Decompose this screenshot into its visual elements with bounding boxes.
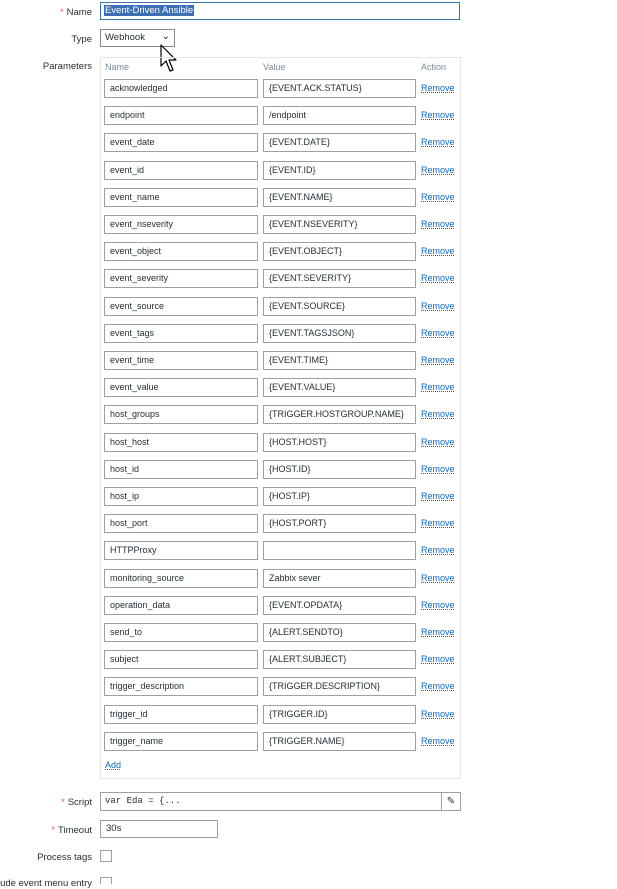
parameter-value-input[interactable]: {EVENT.ID} [263, 161, 416, 180]
add-parameter-link[interactable]: Add [105, 760, 122, 770]
parameter-value-input[interactable]: {HOST.HOST} [263, 433, 416, 452]
type-label: Type [71, 34, 92, 45]
parameter-name-input[interactable]: send_to [104, 623, 258, 642]
menu-entry-checkbox[interactable] [100, 877, 112, 884]
parameter-name-input[interactable]: subject [104, 650, 258, 669]
remove-parameter-link[interactable]: Remove [421, 600, 455, 610]
required-mark: * [51, 825, 56, 836]
remove-parameter-link[interactable]: Remove [421, 573, 455, 583]
parameter-name-input[interactable]: monitoring_source [104, 569, 258, 588]
parameter-value-input[interactable]: Zabbix sever [263, 569, 416, 588]
menu-entry-label: ude event menu entry [0, 878, 92, 889]
parameter-value-input[interactable]: {HOST.ID} [263, 460, 416, 479]
parameter-name-input[interactable]: endpoint [104, 106, 258, 125]
remove-parameter-link[interactable]: Remove [421, 219, 455, 229]
parameter-name-input[interactable]: event_time [104, 351, 258, 370]
parameter-value-input[interactable]: {EVENT.TAGSJSON} [263, 324, 416, 343]
parameter-value-input[interactable]: {EVENT.SOURCE} [263, 297, 416, 316]
parameter-value-input[interactable]: {HOST.IP} [263, 487, 416, 506]
name-input-value: Event-Driven Ansible [105, 5, 194, 16]
parameter-name-input[interactable]: event_severity [104, 269, 258, 288]
process-tags-label: Process tags [37, 852, 92, 863]
parameter-name-input[interactable]: event_name [104, 188, 258, 207]
parameter-value-input[interactable]: {TRIGGER.HOSTGROUP.NAME} [263, 405, 416, 424]
required-mark: * [59, 7, 64, 18]
parameter-name-input[interactable]: event_value [104, 378, 258, 397]
remove-parameter-link[interactable]: Remove [421, 110, 455, 120]
remove-parameter-link[interactable]: Remove [421, 491, 455, 501]
script-value: var Eda = {... [105, 796, 181, 806]
type-select-value: Webhook [105, 32, 145, 43]
parameter-name-input[interactable]: event_object [104, 242, 258, 261]
remove-parameter-link[interactable]: Remove [421, 736, 455, 746]
remove-parameter-link[interactable]: Remove [421, 709, 455, 719]
parameter-value-input[interactable]: {EVENT.ACK.STATUS} [263, 79, 416, 98]
remove-parameter-link[interactable]: Remove [421, 681, 455, 691]
parameter-name-input[interactable]: event_id [104, 161, 258, 180]
parameter-name-input[interactable]: event_nseverity [104, 215, 258, 234]
name-label: * Name [59, 7, 92, 18]
remove-parameter-link[interactable]: Remove [421, 409, 455, 419]
parameter-name-input[interactable]: event_tags [104, 324, 258, 343]
parameter-name-input[interactable]: HTTPProxy [104, 541, 258, 560]
parameter-value-input[interactable]: {HOST.PORT} [263, 514, 416, 533]
remove-parameter-link[interactable]: Remove [421, 654, 455, 664]
parameter-name-input[interactable]: trigger_name [104, 732, 258, 751]
process-tags-checkbox[interactable] [100, 850, 112, 862]
remove-parameter-link[interactable]: Remove [421, 137, 455, 147]
script-field[interactable] [100, 792, 461, 811]
parameter-value-input[interactable]: {ALERT.SUBJECT} [263, 650, 416, 669]
required-mark: * [61, 797, 65, 808]
remove-parameter-link[interactable]: Remove [421, 382, 455, 392]
parameter-name-input[interactable]: trigger_description [104, 677, 258, 696]
parameter-value-input[interactable]: {EVENT.SEVERITY} [263, 269, 416, 288]
remove-parameter-link[interactable]: Remove [421, 273, 455, 283]
remove-parameter-link[interactable]: Remove [421, 545, 455, 555]
column-header-name: Name [105, 62, 130, 72]
parameter-name-input[interactable]: host_host [104, 433, 258, 452]
parameter-name-input[interactable]: operation_data [104, 596, 258, 615]
remove-parameter-link[interactable]: Remove [421, 301, 455, 311]
parameter-value-input[interactable]: {EVENT.NSEVERITY} [263, 215, 416, 234]
parameter-value-input[interactable]: /endpoint [263, 106, 416, 125]
chevron-down-icon: ⌄ [161, 31, 170, 42]
remove-parameter-link[interactable]: Remove [421, 246, 455, 256]
parameter-value-input[interactable]: {EVENT.OPDATA} [263, 596, 416, 615]
timeout-label: * Timeout [51, 825, 92, 836]
parameter-name-input[interactable]: host_ip [104, 487, 258, 506]
remove-parameter-link[interactable]: Remove [421, 328, 455, 338]
parameter-value-input[interactable] [263, 541, 416, 560]
parameter-value-input[interactable]: {TRIGGER.DESCRIPTION} [263, 677, 416, 696]
remove-parameter-link[interactable]: Remove [421, 464, 455, 474]
parameter-name-input[interactable]: acknowledged [104, 79, 258, 98]
remove-parameter-link[interactable]: Remove [421, 355, 455, 365]
parameter-value-input[interactable]: {EVENT.VALUE} [263, 378, 416, 397]
parameter-name-input[interactable]: event_source [104, 297, 258, 316]
parameter-value-input[interactable]: {EVENT.NAME} [263, 188, 416, 207]
column-header-action: Action [421, 62, 447, 72]
parameter-value-input[interactable]: {TRIGGER.ID} [263, 705, 416, 724]
remove-parameter-link[interactable]: Remove [421, 627, 455, 637]
remove-parameter-link[interactable]: Remove [421, 165, 455, 175]
parameter-value-input[interactable]: {EVENT.DATE} [263, 133, 416, 152]
remove-parameter-link[interactable]: Remove [421, 83, 455, 93]
parameter-value-input[interactable]: {ALERT.SENDTO} [263, 623, 416, 642]
parameters-label: Parameters [42, 61, 92, 72]
parameter-name-input[interactable]: host_port [104, 514, 258, 533]
parameter-name-input[interactable]: host_groups [104, 405, 258, 424]
remove-parameter-link[interactable]: Remove [421, 192, 455, 202]
parameter-name-input[interactable]: event_date [104, 133, 258, 152]
parameter-value-input[interactable]: {EVENT.TIME} [263, 351, 416, 370]
remove-parameter-link[interactable]: Remove [421, 518, 455, 528]
parameter-name-input[interactable]: host_id [104, 460, 258, 479]
parameter-value-input[interactable]: {TRIGGER.NAME} [263, 732, 416, 751]
script-label: * Script [61, 797, 92, 808]
parameter-name-input[interactable]: trigger_id [104, 705, 258, 724]
name-input[interactable] [100, 2, 460, 20]
timeout-input[interactable]: 30s [100, 820, 218, 838]
pencil-icon[interactable]: ✎ [441, 793, 460, 810]
remove-parameter-link[interactable]: Remove [421, 437, 455, 447]
parameter-value-input[interactable]: {EVENT.OBJECT} [263, 242, 416, 261]
column-header-value: Value [263, 62, 286, 72]
